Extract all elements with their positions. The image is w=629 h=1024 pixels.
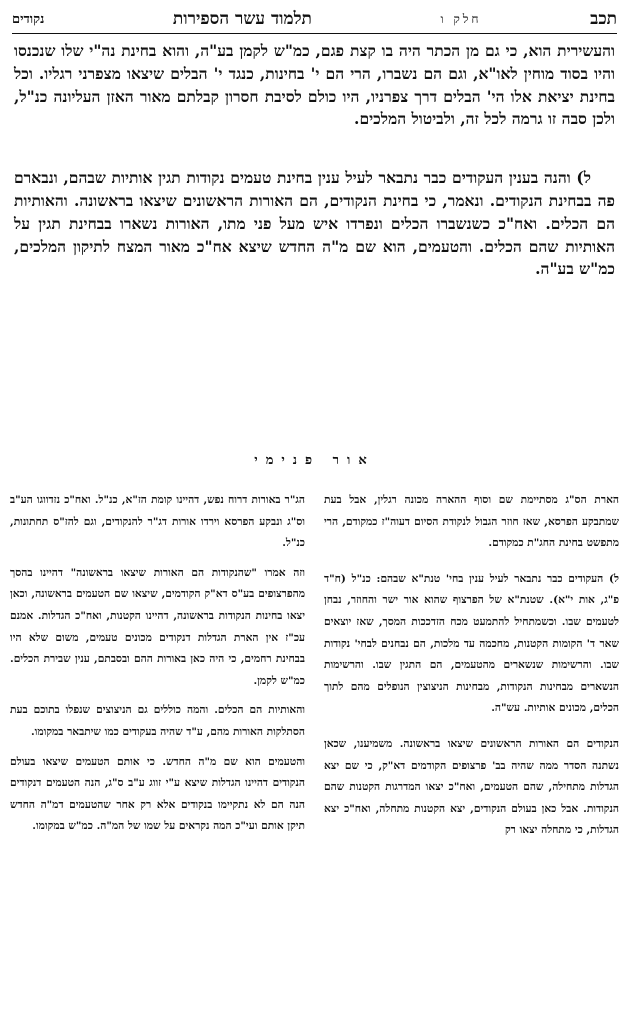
header-rule — [12, 33, 617, 34]
commentary-paragraph: ל) העקודים כבר נתבאר לעיל ענין בחי' טנת"א שבהם: כנ"ל (ח"ד פ"ג, אות י"א). שטנת"א של הפרצוף שהוא אור ישר והחוזר, נבחן לטעמים שבו. וכשמתחיל להתמעט מכח הזדככות המסך, שאז יוצאים שאר ד' הקומות הקטנות, מחכמה עד מלכות, הם נבחנים לבחי' נקודות שבו. והרשימות שנשארים מהטעמים, הם התגין שבו. והרשימות הנשארים מבחינות הנקודות, מבחינות הניצוצין הנופלים מהם לתוך הכלים, מכונים אותיות. עש"ה. — [324, 572, 619, 715]
main-text — [14, 40, 615, 281]
commentary-columns — [10, 490, 619, 850]
running-header — [12, 6, 617, 32]
left-column — [10, 490, 305, 850]
commentary-title: אור פנימי — [254, 453, 375, 468]
section-label: נקודים — [12, 12, 45, 27]
commentary-paragraph: וזה אמרו "שהנקודות הם האורות שיצאו בראשונה" דהיינו בהסך מהפרצופים בע"ס דא"ק הקודמים, שיצאו שם הטעמים בראשונה, וכאן יצאו בחינות הנקודות בראשונה, דהיינו הקטנות, ואח"כ הגדלות. אמנם עכ"ז אין הארת הגדלות דנקודים מכונים טעמים, משום שלא היו בבחינת רחמים, כי היה כאן באורות ההם ובסבתם, ענין שבירת הכלים. כמ"ש לקמן. — [10, 566, 305, 687]
page-number: תכב — [590, 9, 617, 29]
right-column — [324, 490, 619, 850]
commentary-paragraph: הנקודים הם האורות הראשונים שיצאו בראשונה. משמיענו, שכאן נשתנה הסדר ממה שהיה בב' פרצופים הקודמים דא"ק, כי שם יצא הגדלות מתחילה, שהם הטעמים, ואח"כ יצאו המדרגות הקטנות שהם הנקודות. אבל כאן בעולם הנקודים, יצא הקטנות מתחלה, ואח"כ יצא הגדלות, כי מתחלה יצאו רק — [324, 737, 619, 837]
main-paragraph-2: ל) והנה בענין העקודים כבר נתבאר לעיל ענין בחינת טעמים נקודות תגין אותיות שבהם, ונבארם פה בבחינת הנקודים. ונאמר, כי בחינת הנקודים, הם האורות הראשונים שיצאו בראשונה. והאותיות הם הכלים. ואח"כ כשנשברו הכלים ונפרדו איש מעל פני מתו, האורות נשארו בבחינת תגין על האותיות שהם הכלים. והטעמים, הוא שם מ"ה החדש שיצא אח"כ מאור המצח לתיקון המלכים, כמ"ש בע"ה. — [14, 168, 615, 279]
book-title: תלמוד עשר הספירות — [172, 9, 312, 29]
main-paragraph-1: והעשירית הוא, כי גם מן הכתר היה בו קצת פגם, כמ"ש לקמן בע"ה, והוא בחינת נה"י שלו שנכנסו והיו בסוד מוחין לאו"א, וגם הם נשברו, הרי הם י' בחינות, כנגד י' הבלים שיצאו מצפרני רגליו. וכל בחינת יציאת אלו הי' הבלים דרך צפרניו, היו כולם לסיבת חסרון קבלתם מאור האזן העליונה כנ"ל, ולכן סבה זו גרמה לכל זה, ולביטול המלכים. — [14, 41, 615, 129]
part-label: חלק ו — [440, 11, 482, 26]
commentary-paragraph: והאותיות הם הכלים. והמה כוללים גם הניצוצים שנפלו בתוכם בעת הסתלקות האורות מהם, ע"ד שהיה בעקודים כמו שיתבאר במקומו. — [10, 704, 305, 738]
commentary-paragraph: הארת הס"ג מסתיימת שם וסוף ההארה מכונה רגלין, אבל בעת שמתבקע הפרסא, שאז חוזר הגבול לנקודת הסיום דעוה"ז כמקודם, הרי מתפשט בחינת החג"ת כמקודם. — [324, 494, 619, 550]
commentary-paragraph: והטעמים הוא שם מ"ה החדש. כי אותם הטעמים שיצאו בעולם הנקודים דהיינו הגדלות שיצא ע"י זווג ע"ב ס"ג, הנה הטעמים דנקודים הנה הם לא נתקיימו בנקודים אלא רק אחר שהטעמים דמ"ה החדש תיקן אותם ועי"כ המה נקראים על שמו של המ"ה. כמ"ש במקומו. — [10, 755, 305, 833]
commentary-paragraph: הג"ר באורות דרוח נפש, דהיינו קומת הז"א, כנ"ל. ואח"כ נזדווגו הע"ב וס"ג ונבקע הפרסא וירדו אורות דג"ר להנקודים, וגם להז"ס תחתונות, כנ"ל. — [10, 494, 305, 550]
